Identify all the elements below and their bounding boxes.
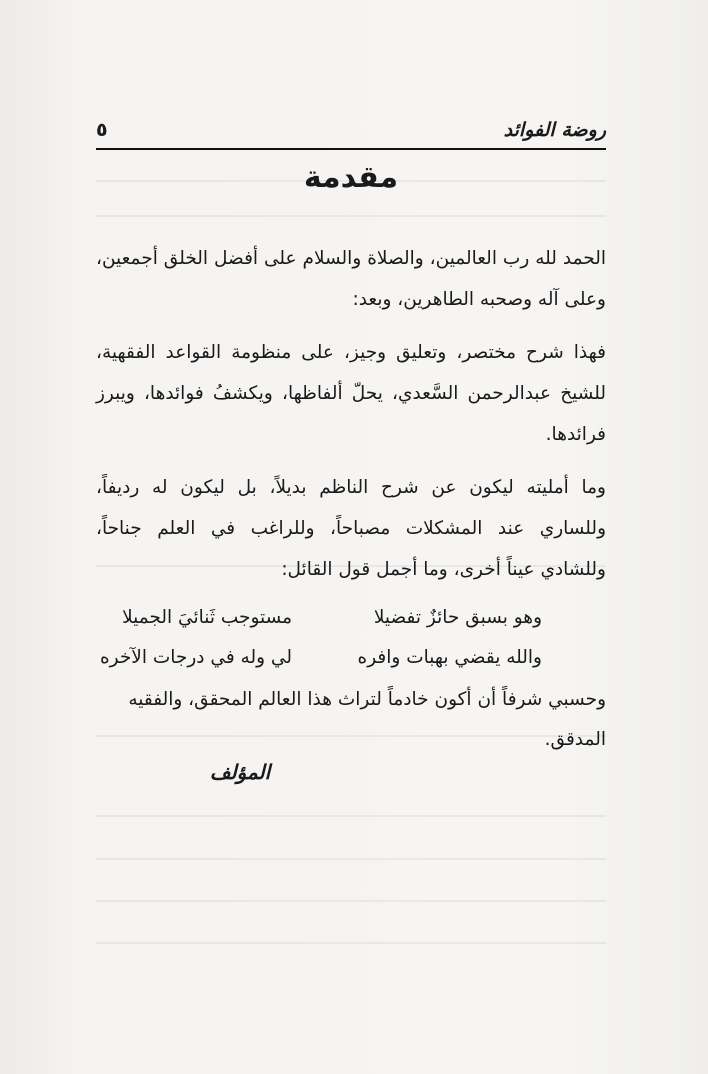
closing-sentence: وحسبي شرفاً أن أكون خادماً لتراث هذا العالم المحقق، والفقيه المدقق. <box>128 689 606 750</box>
running-title: روضة الفوائد <box>503 119 606 141</box>
paragraph-purpose: وما أمليته ليكون عن شرح الناظم بديلاً، بل ليكون له رديفاً، وللساري عند المشكلات مصباحاً، وللراغب في العلم جناحاً، وللشادي عيناً أخرى، وما أجمل قول القائل: <box>96 477 606 580</box>
bleed-through-line <box>96 942 606 944</box>
header-rule <box>96 148 606 150</box>
paragraph-description: فهذا شرح مختصر، وتعليق وجيز، على منظومة القواعد الفقهية، للشيخ عبدالرحمن السَّعدي، يحلّ ألفاظها، ويكشفُ فوائدها، ويبرز فرائدها. <box>96 342 606 445</box>
bleed-through-line <box>96 858 606 860</box>
paragraph-intro: الحمد لله رب العالمين، والصلاة والسلام على أفضل الخلق أجمعين، وعلى آله وصحبه الطاهرين، وبعد: <box>96 248 606 310</box>
verse-first-hemistich: والله يقضي بهبات وافره <box>357 647 542 668</box>
bleed-through-line <box>96 215 606 217</box>
author-signature: المؤلف <box>209 760 271 784</box>
page-number: ٥ <box>96 119 108 141</box>
section-title: مقدمة <box>303 160 399 195</box>
verse-second-hemistich: لي وله في درجات الآخره <box>99 647 292 668</box>
bleed-through-line <box>96 900 606 902</box>
bleed-through-line <box>96 815 606 817</box>
verse-first-hemistich: وهو بسبق حائزٌ تفضيلا <box>373 607 542 628</box>
verse-second-hemistich: مستوجب ثَنائيَ الجميلا <box>122 607 292 628</box>
page-header <box>96 112 606 148</box>
